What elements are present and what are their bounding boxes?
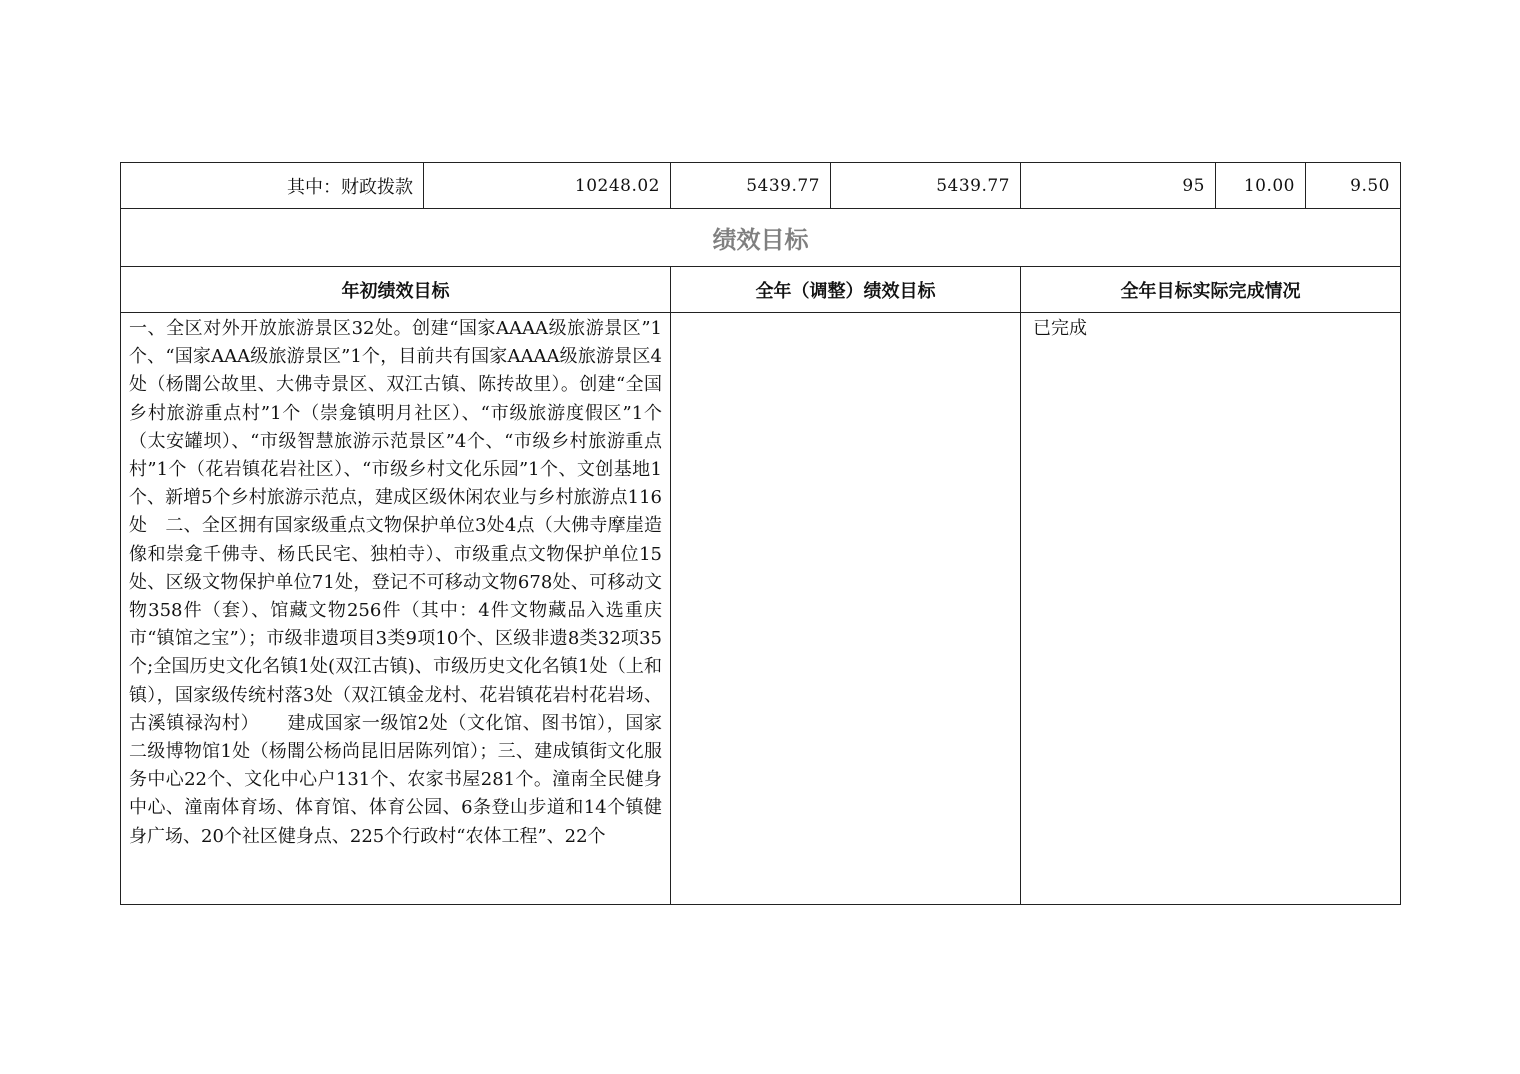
adjusted-goal-text — [671, 313, 1021, 905]
funding-row — [121, 163, 1401, 209]
funding-value-cell: 10.00 — [1216, 163, 1306, 209]
section-title-row — [121, 209, 1401, 267]
header-actual-completion: 全年目标实际完成情况 — [1021, 267, 1401, 313]
column-header-row — [121, 267, 1401, 313]
funding-value-cell: 5439.77 — [671, 163, 831, 209]
funding-label: 其中：财政拨款 — [121, 163, 424, 209]
funding-value-cell: 10248.02 — [424, 163, 671, 209]
header-adjusted-goal: 全年（调整）绩效目标 — [671, 267, 1021, 313]
funding-value-cell: 9.50 — [1306, 163, 1401, 209]
funding-value-cell: 95 — [1021, 163, 1216, 209]
section-title: 绩效目标 — [121, 209, 1401, 267]
funding-value-cell: 5439.77 — [831, 163, 1021, 209]
performance-table — [120, 162, 1401, 905]
actual-completion-text: 已完成 — [1021, 313, 1401, 905]
header-initial-goal: 年初绩效目标 — [121, 267, 671, 313]
goal-content-row — [121, 313, 1401, 905]
initial-goal-text: 一、全区对外开放旅游景区32处。创建“国家AAAA级旅游景区”1个、“国家AAA级旅游景区”1个，目前共有国家AAAA级旅游景区4处（杨闇公故里、大佛寺景区、双江古镇、陈抟故里）。创建“全国乡村旅游重点村”1个（崇龛镇明月社区）、“市级旅游度假区”1个（太安罐坝）、“市级智慧旅游示范景区”4个、“市级乡村旅游重点村”1个（花岩镇花岩社区）、“市级乡村文化乐园”1个、文创基地1个、新增5个乡村旅游示范点，建成区级休闲农业与乡村旅游点116处 二、全区拥有国家级重点文物保护单位3处4点（大佛寺摩崖造像和崇龛千佛寺、杨氏民宅、独柏寺）、市级重点文物保护单位15处、区级文物保护单位71处，登记不可移动文物678处、可移动文物358件（套）、馆藏文物256件（其中：4件文物藏品入选重庆市“镇馆之宝”）；市级非遗项目3类9项10个、区级非遗8类32项35个;全国历史文化名镇1处(双江古镇)、市级历史文化名镇1处（上和镇），国家级传统村落3处（双江镇金龙村、花岩镇花岩村花岩场、古溪镇禄沟村） 建成国家一级馆2处（文化馆、图书馆），国家二级博物馆1处（杨闇公杨尚昆旧居陈列馆）；三、建成镇街文化服务中心22个、文化中心户131个、农家书屋281个。潼南全民健身中心、潼南体育场、体育馆、体育公园、6条登山步道和14个镇健身广场、20个社区健身点、225个行政村“农体工程”、22个 — [121, 313, 671, 905]
